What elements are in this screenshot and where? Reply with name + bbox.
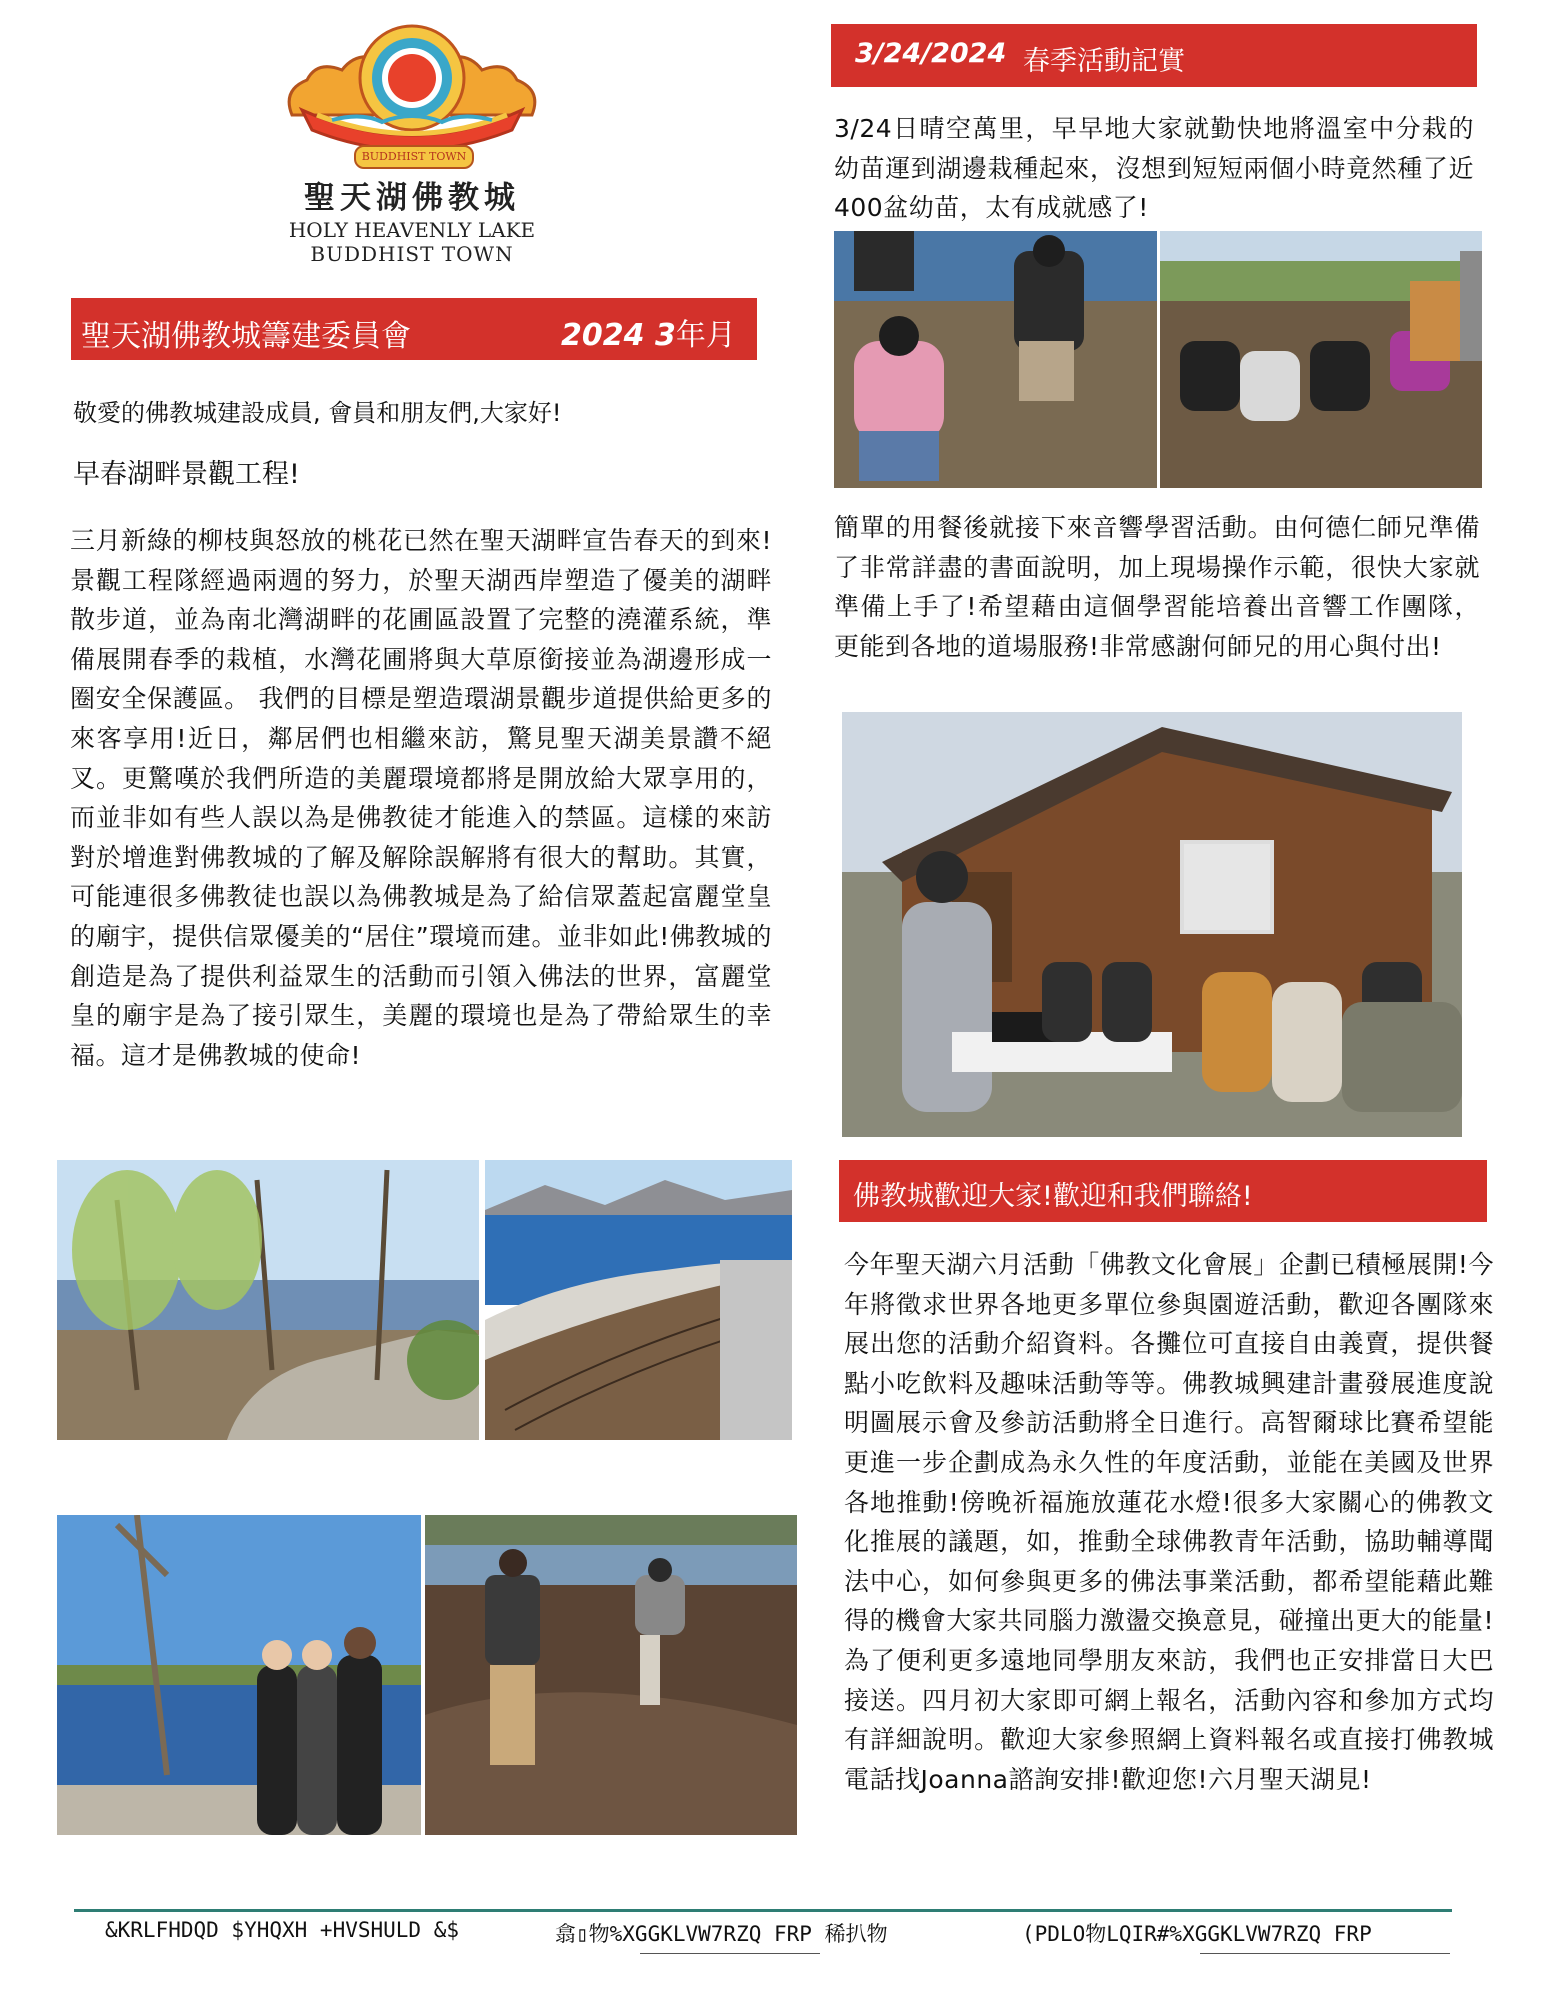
issue-date (561, 310, 736, 354)
photo-lake-irrigation (485, 1160, 792, 1440)
section-title-lakeside: 早春湖畔景觀工程! (73, 459, 300, 490)
logo-emblem-icon (262, 20, 562, 160)
welcome-bar (839, 1160, 1487, 1222)
event-title: 春季活動記實 (1023, 46, 1185, 77)
logo-name-cn: 聖天湖佛教城 (304, 180, 520, 216)
left-header-bar (71, 298, 757, 360)
audio-learning-body: 簡單的用餐後就接下來音響學習活動。由何德仁師兄準備了非常詳盡的書面說明，加上現場操作示範，很快大家就準備上手了!希望藉由這個學習能培養出音響工作團隊，更能到各地的道場服務!非常感謝何師兄的用心與付出! (834, 513, 1480, 661)
committee-title: 聖天湖佛教城籌建委員會 (81, 319, 411, 354)
photo-planting-seedlings-1 (834, 231, 1157, 488)
event-date: 3/24/2024 (855, 38, 1007, 69)
welcome-body: 今年聖天湖六月活動「佛教文化會展」企劃已積極展開!今年將徵求世界各地更多單位參與園遊活動，歡迎各團隊來展出您的活動介紹資料。各攤位可直接自由義賣，提供餐點小吃飲料及趣味活動等等。佛教城興建計畫發展進度說明圖展示會及參訪活動將全日進行。高智爾球比賽希望能更進一步企劃成為永久性的年度活動，並能在美國及世界各地推動!傍晚祈福施放蓮花水燈!很多大家關心的佛教文化推展的議題，如，推動全球佛教青年活動，協助輔導聞法中心，如何參與更多的佛法事業活動，都希望能藉此難得的機會大家共同腦力激盪交換意見，碰撞出更大的能量!為了便利更多遠地同學朋友來訪，我們也正安排當日大巴接送。四月初大家即可網上報名，活動內容和參加方式均有詳細說明。歡迎大家參照網上資料報名或直接打佛教城電話找Joanna諮詢安排!歡迎您!六月聖天湖見! (844, 1250, 1494, 1794)
right-header-bar (831, 24, 1477, 87)
logo-name-en-1: HOLY HEAVENLY LAKE (288, 218, 536, 242)
logo-ribbon: BUDDHIST TOWN (354, 145, 474, 169)
photo-lakeside-path (57, 1160, 479, 1440)
issue-date-year: 2024 3 (561, 318, 676, 353)
issue-date-suffix: 年月 (675, 318, 736, 353)
spring-activity-body: 3/24日晴空萬里，早早地大家就勤快地將溫室中分栽的幼苗運到湖邊栽種起來，沒想到短短兩個小時竟然種了近400盆幼苗，太有成就感了! (834, 114, 1474, 223)
footer-rule (74, 1909, 1452, 1912)
photo-audio-workshop (842, 712, 1462, 1137)
logo-name-en-2: BUDDHIST TOWN (310, 242, 514, 266)
footer-underline-left (640, 1953, 820, 1954)
section-body-lakeside: 三月新綠的柳枝與怒放的桃花已然在聖天湖畔宣告春天的到來!景觀工程隊經過兩週的努力，於聖天湖西岸塑造了優美的湖畔散步道，並為南北灣湖畔的花圃區設置了完整的澆灌系統，準備展開春季的栽植，水灣花圃將與大草原銜接並為湖邊形成一圈安全保護區。 我們的目標是塑造環湖景觀步道提供給更多的來客享用!近日，鄰居們也相繼來訪，驚見聖天湖美景讚不絕叉。更驚嘆於我們所造的美麗環境都將是開放給大眾享用的，而並非如有些人誤以為是佛教徒才能進入的禁區。這樣的來訪對於增進對佛教城的了解及解除誤解將有很大的幫助。其實，可能連很多佛教徒也誤以為佛教城是為了給信眾蓋起富麗堂皇的廟宇，提供信眾優美的“居住”環境而建。並非如此!佛教城的創造是為了提供利益眾生的活動而引領入佛法的世界，富麗堂皇的廟宇是為了接引眾生，美麗的環境也是為了帶給眾生的幸福。這才是佛教城的使命! (70, 526, 772, 1070)
footer-website[interactable]: 翕▯物%XGGKLVW7RZQ FRP 稀扒物 (555, 1922, 888, 1946)
welcome-title: 佛教城歡迎大家!歡迎和我們聯絡! (853, 1181, 1253, 1212)
footer-email[interactable]: (PDLO物LQIR#%XGGKLVW7RZQ FRP (1022, 1922, 1372, 1946)
footer-underline-right (1200, 1953, 1450, 1954)
greeting: 敬愛的佛教城建設成員, 會員和朋友們,大家好! (73, 399, 562, 427)
footer-address: &KRLFHDQD $YHQXH +HVSHULD &$ (105, 1918, 460, 1942)
photo-planting-seedlings-2 (1160, 231, 1482, 488)
photo-visitors-by-lake (57, 1515, 421, 1835)
logo (262, 20, 562, 270)
photo-digging-soil (425, 1515, 797, 1835)
